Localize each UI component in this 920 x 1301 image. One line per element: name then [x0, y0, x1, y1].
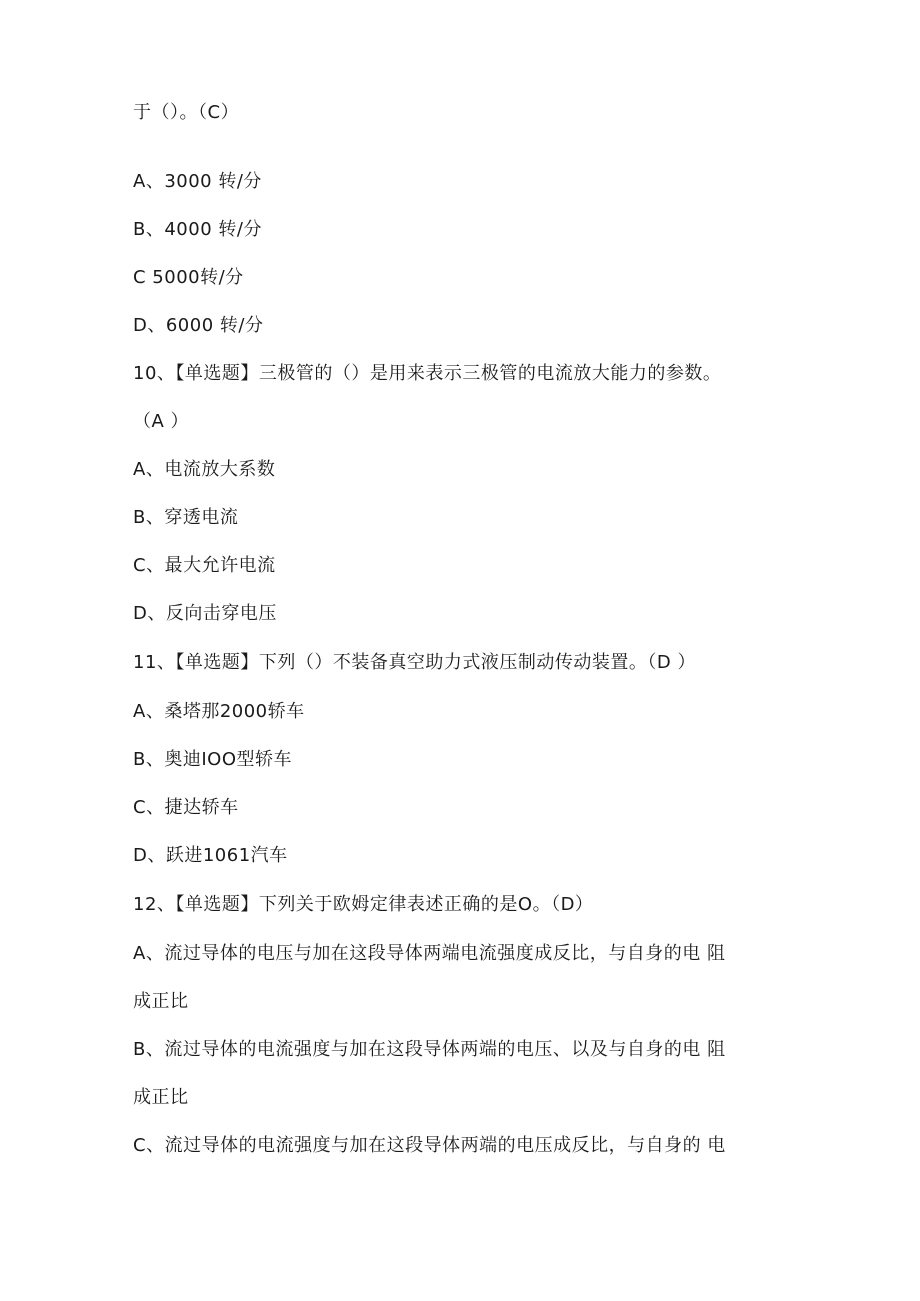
question-9-option-d: D、6000 转/分	[133, 315, 264, 336]
question-12-option-b-wrap: 成正比	[133, 1087, 189, 1108]
question-10-option-d: D、反向击穿电压	[133, 603, 277, 624]
question-12-option-a: A、流过导体的电压与加在这段导体两端电流强度成反比，与自身的电 阻	[133, 943, 726, 964]
question-10-stem: 10、【单选题】三极管的（）是用来表示三极管的电流放大能力的参数。	[133, 363, 722, 384]
question-9-option-c: C 5000转/分	[133, 267, 244, 288]
question-10-option-c: C、最大允许电流	[133, 555, 276, 576]
question-12-option-b: B、流过导体的电流强度与加在这段导体两端的电压、以及与自身的电 阻	[133, 1039, 726, 1060]
question-9-continuation: 于（）。（C）	[133, 102, 240, 123]
question-9-option-b: B、4000 转/分	[133, 219, 262, 240]
question-10-answer: （A ）	[133, 411, 190, 432]
question-11-option-c: C、捷达轿车	[133, 797, 239, 818]
question-12-option-c: C、流过导体的电流强度与加在这段导体两端的电压成反比，与自身的 电	[133, 1135, 726, 1156]
question-11-option-a: A、桑塔那2000轿车	[133, 701, 305, 722]
question-10-option-b: B、穿透电流	[133, 507, 239, 528]
question-9-option-a: A、3000 转/分	[133, 171, 262, 192]
question-11-stem: 11、【单选题】下列（）不装备真空助力式液压制动传动装置。（D ）	[133, 652, 696, 673]
question-12-stem: 12、【单选题】下列关于欧姆定律表述正确的是O。（D）	[133, 894, 594, 915]
question-11-option-d: D、跃进1061汽车	[133, 845, 288, 866]
question-11-option-b: B、奥迪IOO型轿车	[133, 749, 292, 770]
question-12-option-a-wrap: 成正比	[133, 991, 189, 1012]
question-10-option-a: A、电流放大系数	[133, 459, 276, 480]
